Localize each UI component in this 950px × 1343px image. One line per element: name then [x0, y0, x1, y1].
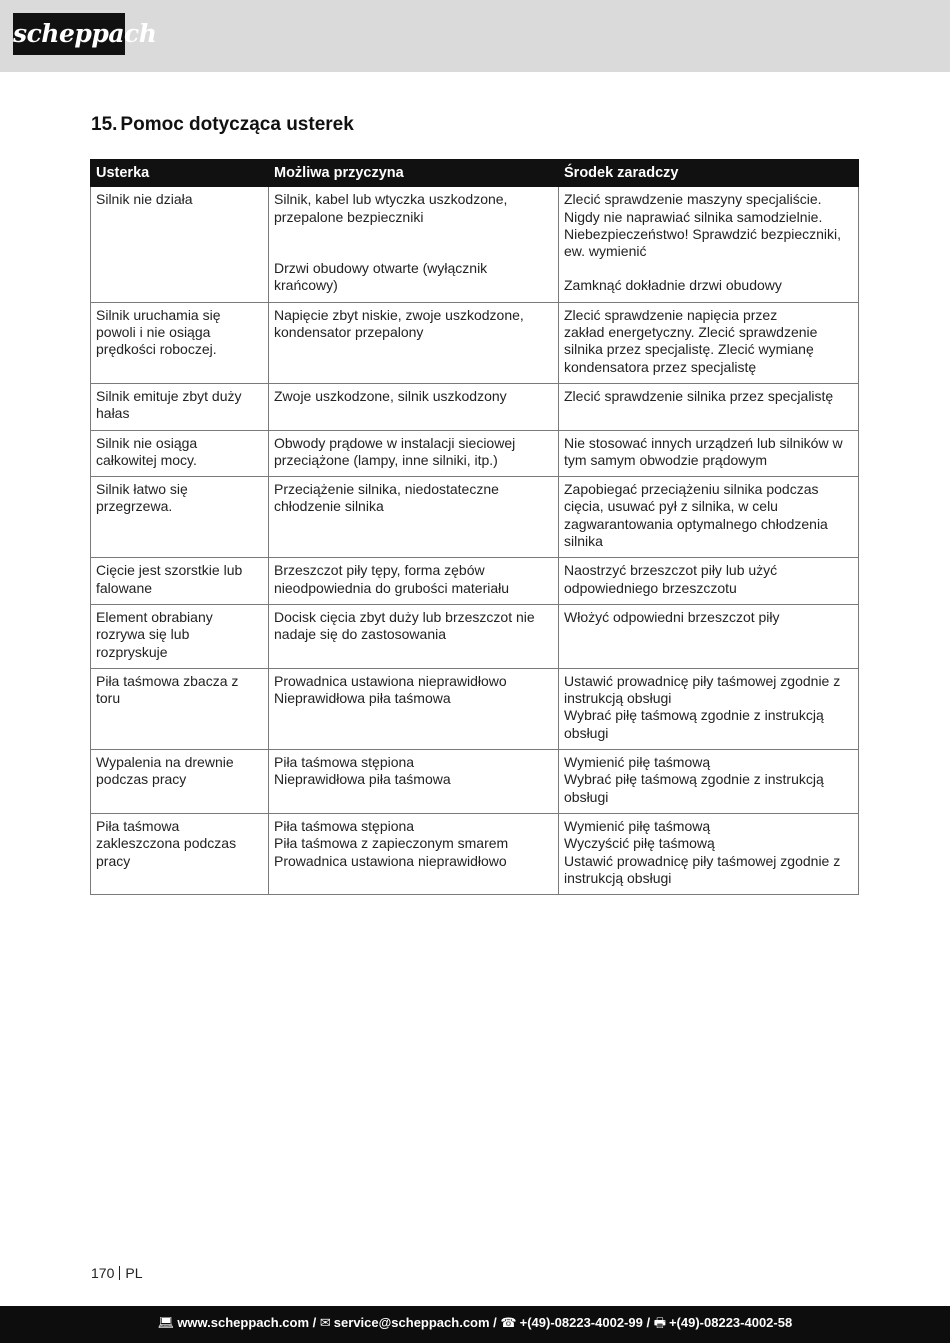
page-separator — [119, 1266, 120, 1280]
cell-line: Ustawić prowadnicę piły taśmowej zgodnie z — [564, 852, 841, 869]
footer-phone: +(49)-08223-4002-99 / — [519, 1315, 651, 1330]
cell-cause — [269, 430, 559, 477]
cell-line: zakład energetyczny. Zlecić sprawdzenie — [564, 324, 818, 341]
line-gap — [274, 243, 553, 260]
table-row — [91, 668, 859, 749]
cell-line: silnika przez specjalistę. Zlecić wymianę — [564, 341, 814, 358]
cell-remedy — [559, 750, 859, 814]
table-row — [91, 750, 859, 814]
cell-line: pracy — [96, 852, 131, 869]
cell-line: Element obrabiany — [96, 608, 213, 625]
footer-fax: +(49)-08223-4002-58 — [668, 1315, 793, 1330]
cell-line: hałas — [96, 405, 130, 422]
cell-line: Naostrzyć brzeszczot piły lub użyć — [564, 562, 778, 579]
cell-remedy — [559, 302, 859, 383]
cell-line: kondensator przepalony — [274, 324, 424, 341]
cell-line: Nieprawidłowa piła taśmowa — [274, 690, 451, 707]
cell-cause — [269, 302, 559, 383]
cell-line: Wymienić piłę taśmową — [564, 817, 711, 834]
cell-line: Zlecić sprawdzenie napięcia przez — [564, 306, 778, 323]
cell-line: Zamknąć dokładnie drzwi obudowy — [564, 277, 782, 294]
cell-fault — [91, 604, 269, 668]
cell-line: rozrywa się lub — [96, 626, 190, 643]
cell-line: przegrzewa. — [96, 498, 173, 515]
cell-line: nieodpowiednia do grubości materiału — [274, 579, 510, 596]
cell-cause — [269, 750, 559, 814]
cell-fault — [91, 477, 269, 558]
cell-remedy — [559, 604, 859, 668]
cell-line: Silnik uruchamia się — [96, 306, 221, 323]
table-header-row — [91, 160, 859, 187]
cell-line: Docisk cięcia zbyt duży lub brzeszczot nie — [274, 608, 535, 625]
cell-line: ew. wymienić — [564, 243, 647, 260]
cell-cause — [269, 558, 559, 605]
table-row — [91, 604, 859, 668]
cell-line: Zwoje uszkodzone, silnik uszkodzony — [274, 387, 507, 404]
cell-remedy — [559, 668, 859, 749]
cell-line: prędkości roboczej. — [96, 341, 217, 358]
cell-fault — [91, 187, 269, 302]
cell-line: zagwarantowania optymalnego chłodzenia — [564, 515, 828, 532]
cell-remedy — [559, 477, 859, 558]
cell-fault — [91, 750, 269, 814]
cell-fault — [91, 430, 269, 477]
cell-remedy — [559, 558, 859, 605]
cell-line: Cięcie jest szorstkie lub — [96, 562, 243, 579]
cell-line: Piła taśmowa stępiona — [274, 817, 415, 834]
cell-line: nadaje się do zastosowania — [274, 626, 447, 643]
table-row — [91, 187, 859, 302]
cell-cause — [269, 477, 559, 558]
cell-remedy — [559, 383, 859, 430]
mail-icon: ✉︎ — [319, 1315, 331, 1330]
cell-line: toru — [96, 690, 121, 707]
cell-line: tym samym obwodzie prądowym — [564, 451, 768, 468]
table-row — [91, 477, 859, 558]
cell-line: krańcowy) — [274, 277, 338, 294]
cell-line: Wyczyścić piłę taśmową — [564, 835, 715, 852]
section-title-text: Pomoc dotycząca usterek — [120, 114, 354, 135]
header-fault: Usterka — [91, 160, 269, 187]
cell-line: Napięcie zbyt niskie, zwoje uszkodzone, — [274, 306, 524, 323]
header-band — [0, 0, 950, 72]
cell-line: obsługi — [564, 724, 609, 741]
line-gap — [274, 226, 553, 243]
page-footer — [91, 1265, 142, 1281]
fax-icon: 🖶︎ — [653, 1315, 666, 1330]
cell-line: silnika — [564, 533, 603, 550]
cell-line: falowane — [96, 579, 153, 596]
cell-line: Piła taśmowa z zapieczonym smarem — [274, 835, 509, 852]
cell-line: zakleszczona podczas — [96, 835, 237, 852]
table-row — [91, 558, 859, 605]
cell-line: Drzwi obudowy otwarte (wyłącznik — [274, 259, 488, 276]
cell-line: instrukcją obsługi — [564, 690, 672, 707]
cell-line: Piła taśmowa zbacza z — [96, 672, 239, 689]
cell-line: Niebezpieczeństwo! Sprawdzić bezpieczniki, — [564, 225, 842, 242]
cell-line: Zlecić sprawdzenie maszyny specjaliście. — [564, 191, 822, 208]
cell-line: Silnik, kabel lub wtyczka uszkodzone, — [274, 191, 508, 208]
cell-line: rozpryskuje — [96, 643, 168, 660]
table-row — [91, 813, 859, 894]
footer-email: service@scheppach.com / — [333, 1315, 497, 1330]
cell-line: Silnik emituje zbyt duży — [96, 387, 242, 404]
header-cause: Możliwa przyczyna — [269, 160, 559, 187]
table-row — [91, 383, 859, 430]
cell-line: Włożyć odpowiedni brzeszczot piły — [564, 608, 780, 625]
section-number: 15. — [91, 114, 118, 135]
cell-line: przeciążone (lampy, inne silniki, itp.) — [274, 451, 498, 468]
cell-line: Nigdy nie naprawiać silnika samodzielnie. — [564, 208, 823, 225]
cell-line: Zlecić sprawdzenie silnika przez specjalistę — [564, 387, 834, 404]
table-body — [91, 187, 859, 895]
phone-icon: ☎︎ — [500, 1315, 517, 1330]
cell-line: Silnik nie osiąga — [96, 434, 198, 451]
cell-line: Przeciążenie silnika, niedostateczne — [274, 481, 499, 498]
cell-line: Nie stosować innych urządzeń lub silników w — [564, 434, 843, 451]
cell-fault — [91, 813, 269, 894]
cell-line: Wypalenia na drewnie — [96, 754, 234, 771]
cell-line: kondensatora przez specjalistę — [564, 358, 757, 375]
cell-line: Zapobiegać przeciążeniu silnika podczas — [564, 481, 819, 498]
cell-line: przepalone bezpieczniki — [274, 208, 424, 225]
cell-line: Prowadnica ustawiona nieprawidłowo — [274, 672, 507, 689]
cell-line: odpowiedniego brzeszczotu — [564, 579, 737, 596]
scheppach-logo: scheppach — [13, 13, 125, 55]
cell-cause — [269, 604, 559, 668]
monitor-icon: 💻︎ — [157, 1315, 175, 1330]
cell-line: Piła taśmowa stępiona — [274, 754, 415, 771]
cell-line: całkowitej mocy. — [96, 451, 197, 468]
page-language: PL — [125, 1265, 143, 1281]
cell-line: Wybrać piłę taśmową zgodnie z instrukcją — [564, 771, 824, 788]
cell-line: Brzeszczot piły tępy, forma zębów — [274, 562, 485, 579]
page-number: 170 — [91, 1265, 115, 1281]
cell-line: Silnik nie działa — [96, 191, 193, 208]
contact-footer — [0, 1306, 950, 1343]
cell-cause — [269, 383, 559, 430]
table-row — [91, 302, 859, 383]
cell-line: Nieprawidłowa piła taśmowa — [274, 771, 451, 788]
cell-line: obsługi — [564, 788, 609, 805]
footer-website: www.scheppach.com / — [177, 1315, 317, 1330]
cell-line: Ustawić prowadnicę piły taśmowej zgodnie z — [564, 672, 841, 689]
cell-line: Obwody prądowe w instalacji sieciowej — [274, 434, 516, 451]
cell-fault — [91, 383, 269, 430]
cell-cause — [269, 668, 559, 749]
troubleshooting-table — [90, 159, 859, 895]
cell-line: instrukcją obsługi — [564, 869, 672, 886]
header-remedy: Środek zaradczy — [559, 160, 859, 187]
cell-line: cięcia, usuwać pył z silnika, w celu — [564, 498, 778, 515]
cell-remedy — [559, 187, 859, 302]
cell-line: Wymienić piłę taśmową — [564, 754, 711, 771]
cell-cause — [269, 187, 559, 302]
cell-remedy — [559, 430, 859, 477]
cell-line: podczas pracy — [96, 771, 187, 788]
section-title — [91, 114, 354, 136]
cell-line: Piła taśmowa — [96, 817, 180, 834]
table-row — [91, 430, 859, 477]
line-gap — [564, 260, 853, 277]
cell-line: Wybrać piłę taśmową zgodnie z instrukcją — [564, 707, 824, 724]
cell-line: Silnik łatwo się — [96, 481, 188, 498]
cell-fault — [91, 302, 269, 383]
cell-line: powoli i nie osiąga — [96, 324, 211, 341]
cell-remedy — [559, 813, 859, 894]
cell-line: chłodzenie silnika — [274, 498, 384, 515]
cell-fault — [91, 558, 269, 605]
cell-cause — [269, 813, 559, 894]
cell-line: Prowadnica ustawiona nieprawidłowo — [274, 852, 507, 869]
cell-fault — [91, 668, 269, 749]
